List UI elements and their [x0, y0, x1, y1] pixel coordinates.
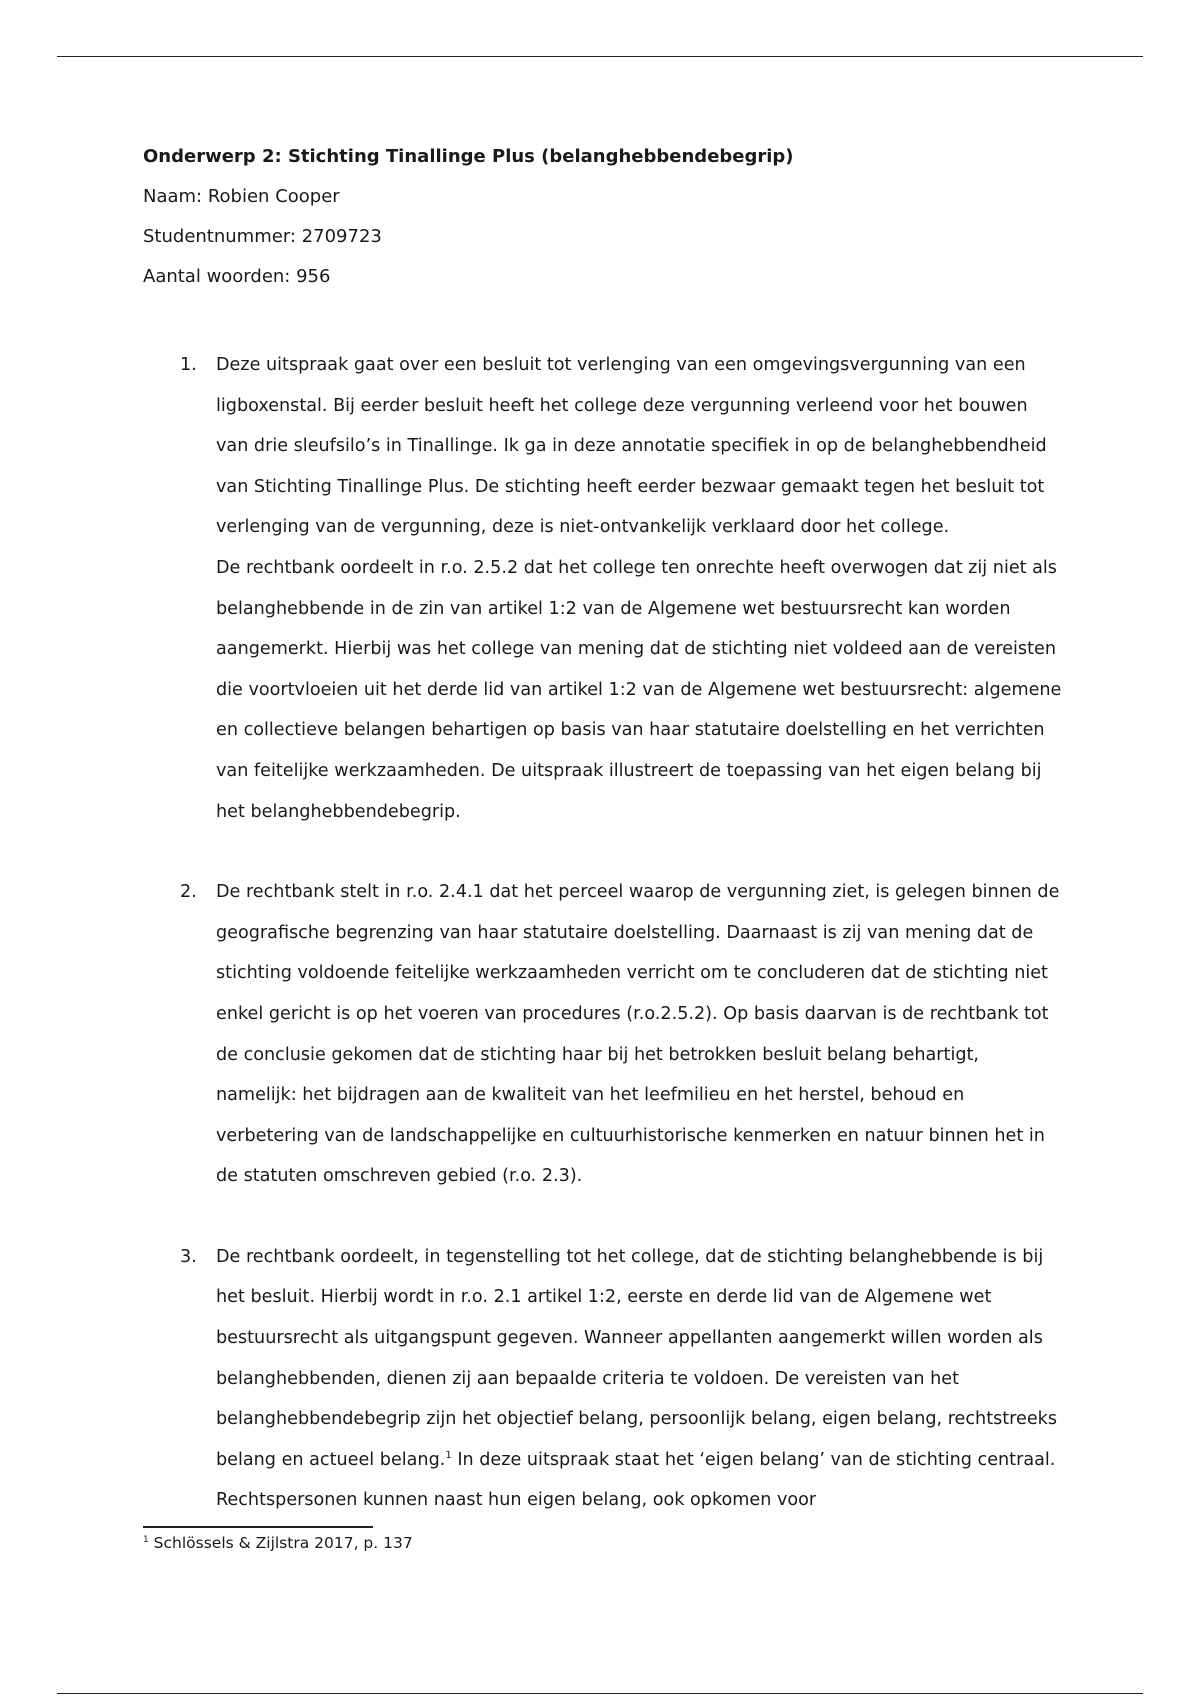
- footnote-marker: 1: [143, 1534, 149, 1545]
- footnote-text: Schlössels & Zijlstra 2017, p. 137: [148, 1534, 413, 1552]
- footnote-reference[interactable]: 1: [445, 1449, 452, 1461]
- footnote-separator: [143, 1526, 373, 1528]
- footnote: [143, 1533, 413, 1553]
- paragraph-text: In deze uitspraak staat het ‘eigen belang’ van de stichting centraal. Rechtspersonen kunnen naast hun eigen belang, ook opkomen voor: [216, 1449, 1056, 1511]
- paragraph-text: De rechtbank oordeelt, in tegenstelling tot het college, dat de stichting belanghebbende is bij het besluit. Hierbij wordt in r.o. 2.1 artikel 1:2, eerste en derde lid van de Algemene wet bestuursrecht als uitgangspunt gegeven. Wanneer appellanten aangemerkt willen worden als belanghebbenden, dienen zij aan bepaalde criteria te voldoen. De vereisten van het belanghebbendebegrip zijn het objectief belang, persoonlijk belang, eigen belang, rechtstreeks belang en actueel belang.: [216, 1246, 1058, 1470]
- list-item-1: [143, 345, 1063, 832]
- word-count: Aantal woorden: 956: [143, 266, 331, 287]
- paragraph: De rechtbank oordeelt in r.o. 2.5.2 dat het college ten onrechte heeft overwogen dat zij niet als belanghebbende in de zin van artikel 1:2 van de Algemene wet bestuursrecht kan worden aangemerkt. Hierbij was het college van mening dat de stichting niet voldeed aan de vereisten die voortvloeien uit het derde lid van artikel 1:2 van de Algemene wet bestuursrecht: algemene en collectieve belangen behartigen op basis van haar statutaire doelstelling en het verrichten van feitelijke werkzaamheden. De uitspraak illustreert de toepassing van het eigen belang bij het belanghebbendebegrip.: [216, 557, 1062, 822]
- header-rule: [57, 56, 1143, 57]
- list-number: 1.: [180, 355, 197, 375]
- list-item-3: [143, 1237, 1063, 1521]
- paragraph: [216, 1237, 1063, 1521]
- paragraph: De rechtbank stelt in r.o. 2.4.1 dat het perceel waarop de vergunning ziet, is gelegen binnen de geografische begrenzing van haar statutaire doelstelling. Daarnaast is zij van mening dat de stichting voldoende feitelijke werkzaamheden verricht om te concluderen dat de stichting niet enkel gericht is op het voeren van procedures (r.o.2.5.2). Op basis daarvan is de rechtbank tot de conclusie gekomen dat de stichting haar bij het betrokken besluit belang behartigt, namelijk: het bijdragen aan de kwaliteit van het leefmilieu en het herstel, behoud en verbetering van de landschappelijke en cultuurhistorische kenmerken en natuur binnen het in de statuten omschreven gebied (r.o. 2.3).: [216, 882, 1060, 1187]
- author-name: Naam: Robien Cooper: [143, 186, 340, 207]
- document-header: [143, 142, 794, 302]
- paragraph: Deze uitspraak gaat over een besluit tot verlenging van een omgevingsvergunning van een ligboxenstal. Bij eerder besluit heeft het college deze vergunning verleend voor het bouwen van drie sleufsilo’s in Tinallinge. Ik ga in deze annotatie specifiek in op de belanghebbendheid van Stichting Tinallinge Plus. De stichting heeft eerder bezwaar gemaakt tegen het besluit tot verlenging van de vergunning, deze is niet-ontvankelijk verklaard door het college.: [216, 355, 1047, 538]
- student-number: Studentnummer: 2709723: [143, 226, 382, 247]
- numbered-list: [143, 345, 1063, 1561]
- list-number: 3.: [180, 1246, 197, 1267]
- list-item-2: [143, 872, 1063, 1197]
- footer-rule: [57, 1693, 1143, 1694]
- list-number: 2.: [180, 882, 197, 903]
- document-title: Onderwerp 2: Stichting Tinallinge Plus (belanghebbendebegrip): [143, 146, 794, 167]
